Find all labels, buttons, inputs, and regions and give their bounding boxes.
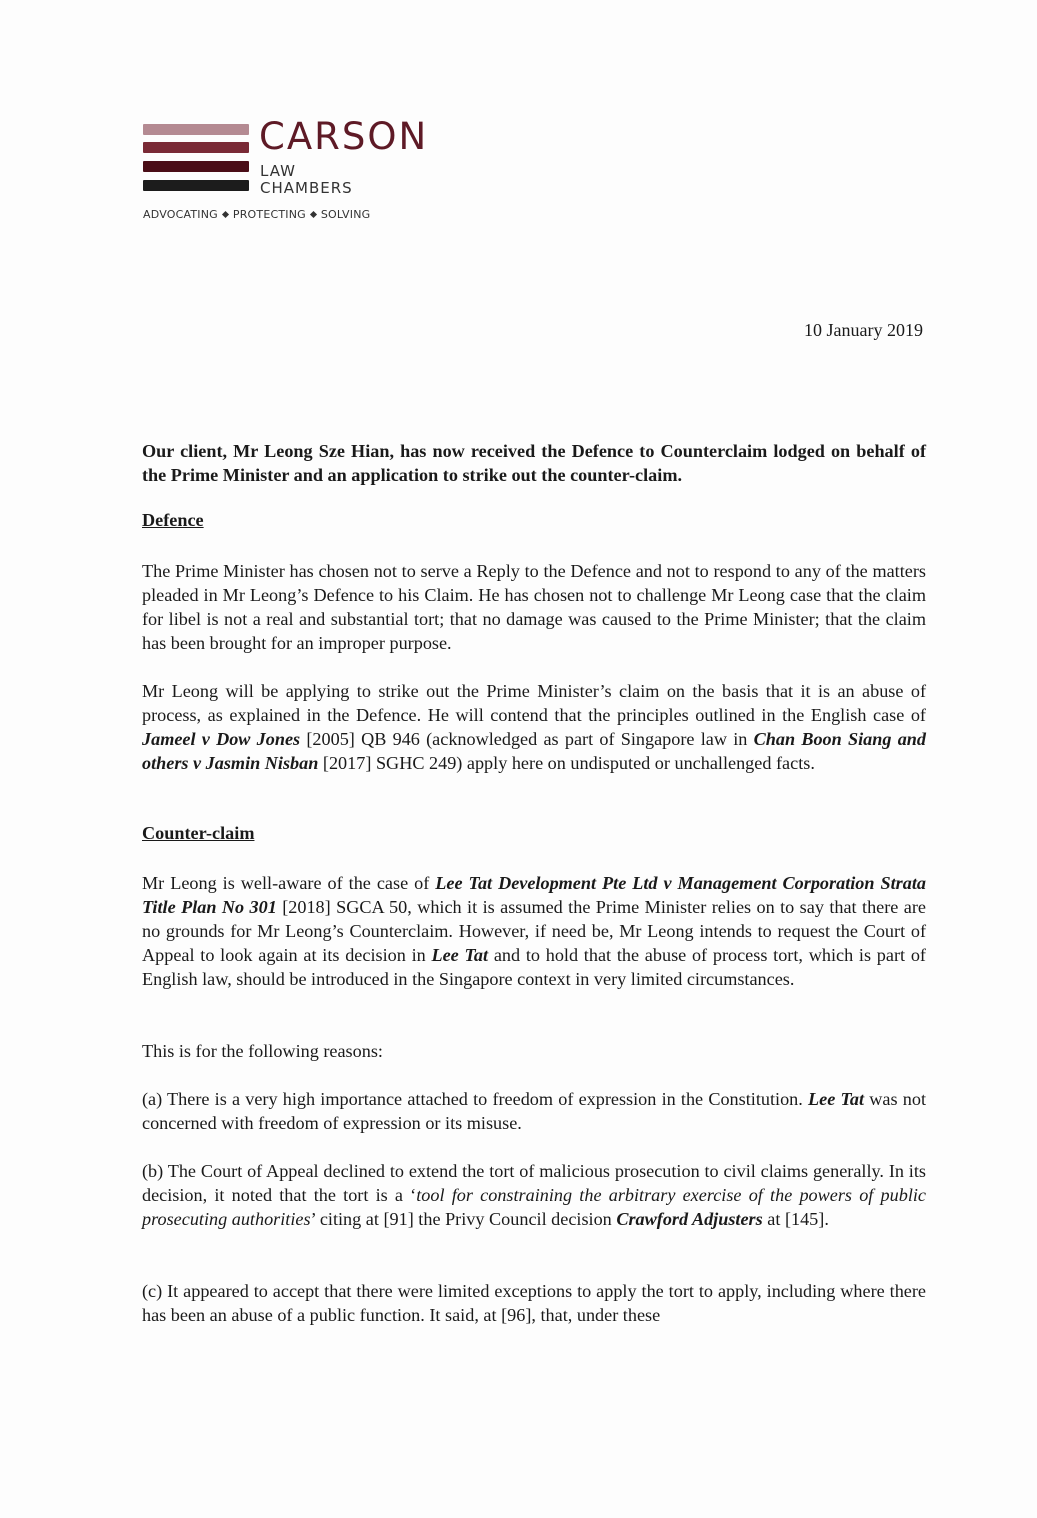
logo-bar-2: [143, 142, 249, 153]
diamond-icon: [222, 211, 229, 218]
tagline-word-3: SOLVING: [320, 208, 371, 221]
case-citation-chan-boon-siang: Chan Boon Siang and others v Jasmin Nisban: [142, 729, 927, 773]
case-citation-jameel: Jameel v Dow Jones: [142, 729, 301, 749]
defence-p2-text-1: Mr Leong will be applying to strike out the Prime Minister’s claim on the basis that it is an abuse of process, as explained in the Defence. He will contend that the principles outlined in the English case of: [142, 681, 926, 725]
case-citation-lee-tat-a: Lee Tat: [808, 1089, 865, 1109]
counterclaim-paragraph-1: [142, 871, 926, 991]
reason-c: (c) It appeared to accept that there were limited exceptions to apply the tort to apply, including where there has been an abuse of a public function. It said, at [96], that, under these: [142, 1281, 926, 1325]
reason-b: [142, 1159, 926, 1231]
logo-firm-line2: LAW: [260, 162, 296, 180]
logo-firm-name: CARSON: [259, 115, 429, 158]
reason-b-text-3: at [145].: [762, 1209, 829, 1229]
defence-p2-text-3: [2017] SGHC 249) apply here on undisputed or unchallenged facts.: [318, 753, 815, 773]
defence-heading: Defence: [142, 510, 204, 530]
reason-a-text-2: was not concerned with freedom of expression or its misuse.: [142, 1089, 927, 1133]
logo-tagline: [143, 208, 370, 221]
diamond-icon: [310, 211, 317, 218]
logo-bar-4: [143, 180, 249, 191]
logo-bar-3: [143, 161, 249, 172]
cc-p1-text-1: Mr Leong is well-aware of the case of: [142, 873, 436, 893]
counterclaim-heading: Counter-claim: [142, 823, 255, 843]
defence-paragraph-1: The Prime Minister has chosen not to serve a Reply to the Defence and not to respond to any of the matters pleaded in Mr Leong’s Defence to his Claim. He has chosen not to challenge Mr Leong case that the claim for libel is not a real and substantial tort; that no damage was caused to the Prime Minister; that the claim has been brought for an improper purpose.: [142, 561, 926, 653]
cc-p1-text-3: and to hold that the abuse of process tort, which is part of English law, should be introduced in the Singapore context in very limited circumstances.: [142, 945, 926, 989]
defence-p2-text-2: [2005] QB 946 (acknowledged as part of Singapore law in: [300, 729, 754, 749]
reason-a: [142, 1087, 926, 1135]
intro-paragraph: Our client, Mr Leong Sze Hian, has now received the Defence to Counterclaim lodged on behalf of the Prime Minister and an application to strike out the counter-claim.: [142, 441, 926, 485]
reason-b-text-1: (b) The Court of Appeal declined to extend the tort of malicious prosecution to civil claims generally. In its decision, it noted that the tort is a ‘: [142, 1161, 926, 1205]
reason-a-text-1: (a) There is a very high importance attached to freedom of expression in the Constitution.: [142, 1089, 809, 1109]
defence-paragraph-2: [142, 679, 926, 775]
case-citation-lee-tat-full: Lee Tat Development Pte Ltd v Management Corporation Strata Title Plan No 301: [142, 873, 926, 917]
counterclaim-paragraph-2: This is for the following reasons:: [142, 1041, 383, 1061]
reason-b-quote: tool for constraining the arbitrary exercise of the powers of public prosecuting authorities: [142, 1185, 926, 1229]
logo-firm-line3: CHAMBERS: [260, 179, 353, 197]
reason-b-text-2: ’ citing at [91] the Privy Council decision: [310, 1209, 617, 1229]
logo-bar-1: [143, 124, 249, 135]
tagline-word-1: ADVOCATING: [143, 208, 218, 221]
cc-p1-text-2: [2018] SGCA 50, which it is assumed the Prime Minister relies on to say that there are no grounds for Mr Leong’s Counterclaim. However, if need be, Mr Leong intends to request the Court of Appeal to look again at its decision in: [142, 897, 926, 965]
tagline-word-2: PROTECTING: [232, 208, 306, 221]
letter-date: 10 January 2019: [804, 320, 923, 340]
firm-logo: [143, 115, 463, 224]
case-citation-crawford: Crawford Adjusters: [616, 1209, 763, 1229]
case-citation-lee-tat: Lee Tat: [431, 945, 489, 965]
